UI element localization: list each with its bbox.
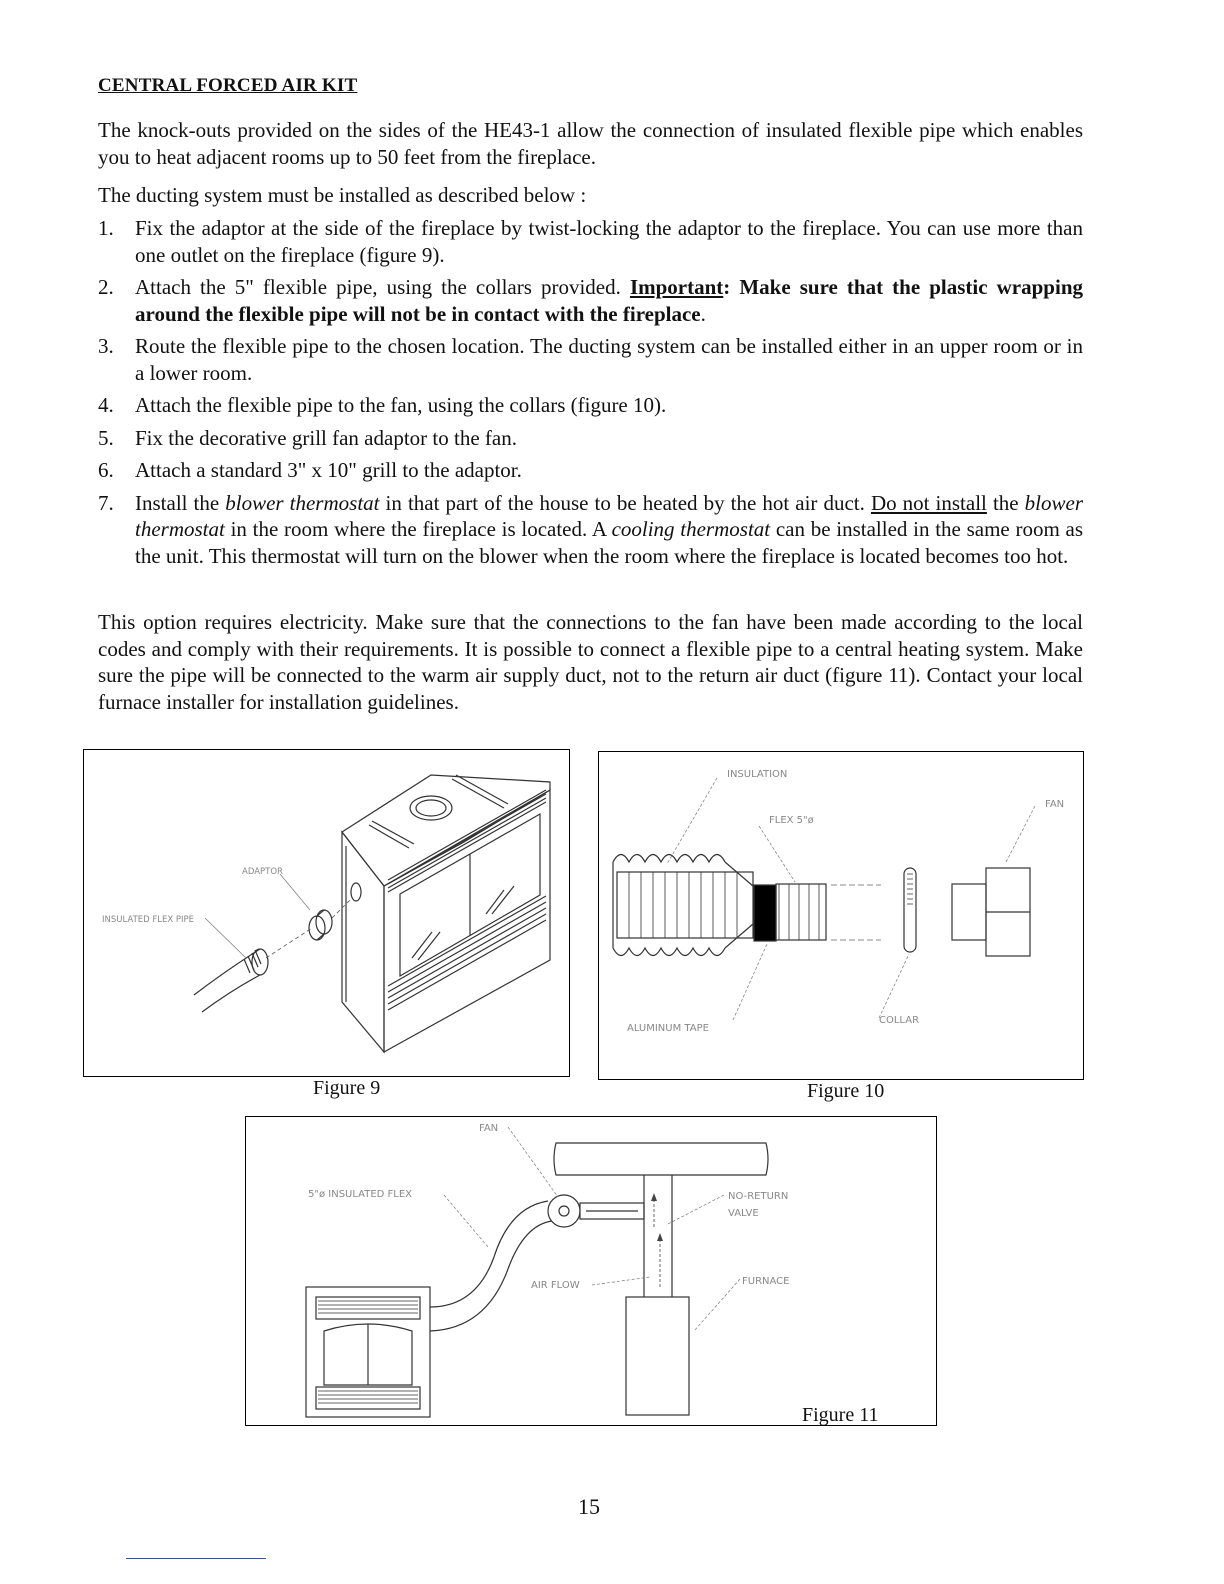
furnace-label: FURNACE: [742, 1276, 790, 1287]
important-label: Important: [629, 275, 724, 299]
adaptor-label: ADAPTOR: [242, 867, 283, 877]
air-flow-label: AIR FLOW: [531, 1280, 580, 1291]
figure-10-caption: Figure 10: [807, 1080, 885, 1102]
insulated-flex-label: 5"ø INSULATED FLEX: [308, 1189, 413, 1200]
step-number: 7.: [98, 490, 114, 515]
step-6: [98, 457, 1083, 484]
flex-5-label: FLEX 5"ø: [769, 815, 814, 826]
step-2: [98, 274, 1083, 327]
figure-11-diagram: [245, 1116, 937, 1426]
intro-paragraph: The knock-outs provided on the sides of the HE43-1 allow the connection of insulated flexible pipe which enables you to heat adjacent rooms up to 50 feet from the fireplace.: [98, 118, 1083, 169]
figure-9-caption: Figure 9: [313, 1077, 381, 1099]
step-text: Attach the 5" flexible pipe, using the collars provided.: [135, 275, 630, 299]
insulated-flex-pipe-label: INSULATED FLEX PIPE: [102, 915, 195, 925]
fireplace-adaptor-drawing: [84, 750, 569, 1076]
fan-label: FAN: [1045, 799, 1065, 810]
no-return-label: NO-RETURN: [728, 1191, 789, 1202]
step-text: Attach the flexible pipe to the fan, using the collars (figure 10).: [135, 393, 667, 417]
step-text: the: [986, 490, 1025, 515]
figure-10-diagram: [598, 751, 1084, 1080]
step-number: 3.: [98, 334, 114, 358]
closing-paragraph: This option requires electricity. Make sure that the connections to the fan have been made according to the local codes and comply with their requirements. It is possible to connect a flexible pipe to a central heating system. Make sure the pipe will be connected to the warm air supply duct, not to the return air duct (figure 11). Contact your local furnace installer for installation guidelines.: [98, 610, 1083, 714]
valve-label: VALVE: [728, 1208, 759, 1219]
page-number: 15: [578, 1494, 600, 1519]
fan-flex-connection-drawing: [599, 752, 1083, 1079]
insulation-label: INSULATION: [727, 769, 788, 780]
step-text: Route the flexible pipe to the chosen location. The ducting system can be installed either in an upper room or in a lower room.: [135, 334, 1083, 385]
step-number: 1.: [98, 216, 114, 240]
step-text: Attach a standard 3" x 10" grill to the adaptor.: [135, 458, 522, 482]
ducting-intro: The ducting system must be installed as described below :: [98, 183, 587, 207]
cooling-thermostat-term: cooling thermostat: [611, 517, 771, 541]
blower-thermostat-term: blower thermostat: [135, 490, 1083, 541]
do-not-install-emphasis: Do not install: [870, 490, 987, 515]
step-end: .: [700, 301, 706, 326]
footer-divider: [126, 1558, 266, 1559]
step-text: in the room where the fireplace is located. A: [224, 517, 612, 541]
installation-steps: [98, 215, 1083, 575]
step-number: 2.: [98, 275, 114, 299]
step-text: Fix the decorative grill fan adaptor to the fan.: [135, 425, 517, 450]
fan-label: FAN: [479, 1123, 499, 1134]
step-number: 6.: [98, 458, 114, 482]
central-heating-connection-drawing: [246, 1117, 936, 1425]
figure-9-diagram: [83, 749, 570, 1077]
section-heading: CENTRAL FORCED AIR KIT: [98, 75, 358, 96]
step-text: in that part of the house to be heated by the hot air duct.: [379, 490, 871, 515]
step-3: [98, 333, 1083, 386]
step-text: can be installed in the same room as the unit. This thermostat will turn on the blower when the room where the fireplace is located becomes too hot.: [135, 517, 1084, 568]
step-4: [98, 392, 1083, 419]
important-warning: : Make sure that the plastic wrapping around the flexible pipe will not be in contact with the fireplace: [135, 275, 1083, 326]
aluminum-tape-label: ALUMINUM TAPE: [627, 1023, 709, 1034]
step-text: Fix the adaptor at the side of the fireplace by twist-locking the adaptor to the fireplace. You can use more than one outlet on the fireplace (figure 9).: [135, 216, 1083, 267]
step-5: [98, 425, 1083, 452]
step-text: Install the: [135, 490, 226, 515]
blower-thermostat-term: blower thermostat: [225, 490, 380, 515]
step-number: 5.: [98, 425, 114, 450]
step-7: [98, 490, 1083, 570]
step-number: 4.: [98, 393, 114, 417]
step-1: [98, 215, 1083, 268]
figure-11-caption: Figure 11: [802, 1404, 879, 1425]
collar-label: COLLAR: [879, 1015, 920, 1026]
